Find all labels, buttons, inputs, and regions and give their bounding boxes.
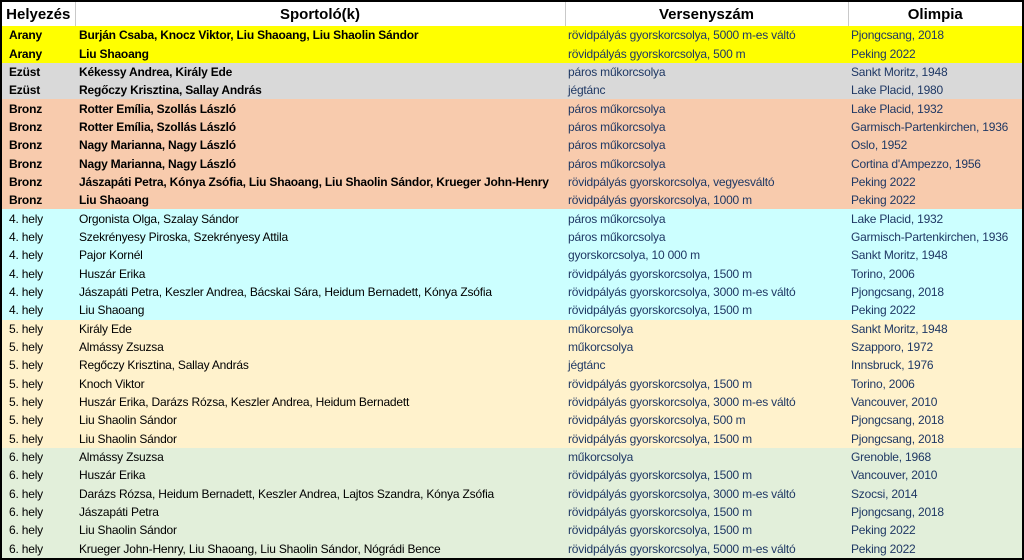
athletes-cell[interactable]: Orgonista Olga, Szalay Sándor [79, 211, 239, 226]
table-row [2, 356, 1022, 374]
placement-cell[interactable]: 4. hely [9, 303, 43, 318]
placement-cell[interactable]: 4. hely [9, 248, 43, 263]
table-row [2, 411, 1022, 429]
table-row [2, 118, 1022, 136]
athletes-cell[interactable]: Rotter Emília, Szollás László [79, 119, 236, 134]
placement-cell[interactable]: 6. hely [9, 523, 43, 538]
placement-cell[interactable]: Bronz [9, 156, 42, 171]
olympics-cell[interactable]: Pjongcsang, 2018 [851, 431, 944, 446]
event-cell[interactable]: rövidpályás gyorskorcsolya, 1500 m [568, 431, 752, 446]
placement-cell[interactable]: 4. hely [9, 284, 43, 299]
table-row [2, 246, 1022, 264]
athletes-cell[interactable]: Rotter Emília, Szollás László [79, 101, 236, 116]
olympics-cell[interactable]: Peking 2022 [851, 523, 916, 538]
olympics-cell[interactable]: Garmisch-Partenkirchen, 1936 [851, 119, 1009, 134]
athletes-cell[interactable]: Krueger John-Henry, Liu Shaoang, Liu Shaolin Sándor, Nógrádi Bence [79, 541, 441, 556]
olympics-cell[interactable]: Pjongcsang, 2018 [851, 284, 944, 299]
placement-cell[interactable]: Bronz [9, 193, 42, 208]
event-cell[interactable]: rövidpályás gyorskorcsolya, 500 m [568, 46, 746, 61]
athletes-cell[interactable]: Liu Shaoang [79, 46, 149, 61]
event-cell[interactable]: páros műkorcsolya [568, 211, 666, 226]
placement-cell[interactable]: 4. hely [9, 211, 43, 226]
table-row [2, 63, 1022, 81]
event-cell[interactable]: páros műkorcsolya [568, 156, 666, 171]
event-cell[interactable]: műkorcsolya [568, 340, 634, 355]
table-row [2, 44, 1022, 62]
placement-cell[interactable]: Bronz [9, 174, 42, 189]
athletes-cell[interactable]: Liu Shaolin Sándor [79, 523, 177, 538]
placement-cell[interactable]: 5. hely [9, 358, 43, 373]
event-cell[interactable]: rövidpályás gyorskorcsolya, 3000 m-es váltó [568, 284, 796, 299]
event-cell[interactable]: rövidpályás gyorskorcsolya, 1500 m [568, 468, 752, 483]
olympics-cell[interactable]: Pjongcsang, 2018 [851, 413, 944, 428]
olympics-cell[interactable]: Sankt Moritz, 1948 [851, 64, 948, 79]
placement-cell[interactable]: 5. hely [9, 413, 43, 428]
event-cell[interactable]: műkorcsolya [568, 321, 634, 336]
table-row [2, 485, 1022, 503]
placement-cell[interactable]: Bronz [9, 138, 42, 153]
athletes-cell[interactable]: Jászapáti Petra [79, 505, 159, 520]
event-cell[interactable]: rövidpályás gyorskorcsolya, vegyesváltó [568, 174, 775, 189]
athletes-cell[interactable]: Liu Shaoang [79, 193, 149, 208]
event-cell[interactable]: rövidpályás gyorskorcsolya, 5000 m-es váltó [568, 28, 796, 43]
placement-cell[interactable]: Arany [9, 46, 43, 61]
athletes-cell[interactable]: Regőczy Krisztina, Sallay András [79, 358, 249, 373]
placement-cell[interactable]: 5. hely [9, 376, 43, 391]
column-header-olympics[interactable]: Olimpia [848, 2, 1022, 26]
olympics-cell[interactable]: Innsbruck, 1976 [851, 358, 934, 373]
olympics-cell[interactable]: Peking 2022 [851, 174, 916, 189]
event-cell[interactable]: gyorskorcsolya, 10 000 m [568, 248, 700, 263]
header-row [2, 2, 1022, 26]
event-cell[interactable]: rövidpályás gyorskorcsolya, 1000 m [568, 193, 752, 208]
event-cell[interactable]: rövidpályás gyorskorcsolya, 1500 m [568, 376, 752, 391]
olympics-cell[interactable]: Peking 2022 [851, 193, 916, 208]
event-cell[interactable]: rövidpályás gyorskorcsolya, 1500 m [568, 505, 752, 520]
placement-cell[interactable]: 5. hely [9, 321, 43, 336]
olympics-cell[interactable]: Garmisch-Partenkirchen, 1936 [851, 229, 1009, 244]
table-row [2, 301, 1022, 319]
event-cell[interactable]: páros műkorcsolya [568, 229, 666, 244]
table-row [2, 540, 1022, 558]
olympics-cell[interactable]: Vancouver, 2010 [851, 395, 938, 410]
olympics-cell[interactable]: Torino, 2006 [851, 376, 915, 391]
table-row [2, 173, 1022, 191]
athletes-cell[interactable]: Jászapáti Petra, Kónya Zsófia, Liu Shaoang, Liu Shaolin Sándor, Krueger John-Henry [79, 174, 549, 189]
placement-cell[interactable]: 6. hely [9, 541, 43, 556]
event-cell[interactable]: páros műkorcsolya [568, 101, 666, 116]
olympics-cell[interactable]: Vancouver, 2010 [851, 468, 938, 483]
table-row [2, 264, 1022, 282]
event-cell[interactable]: rövidpályás gyorskorcsolya, 1500 m [568, 266, 752, 281]
athletes-cell[interactable]: Nagy Marianna, Nagy László [79, 138, 236, 153]
event-cell[interactable]: rövidpályás gyorskorcsolya, 500 m [568, 413, 746, 428]
olympics-cell[interactable]: Lake Placid, 1932 [851, 211, 944, 226]
athletes-cell[interactable]: Nagy Marianna, Nagy László [79, 156, 236, 171]
event-cell[interactable]: műkorcsolya [568, 450, 634, 465]
placement-cell[interactable]: 4. hely [9, 229, 43, 244]
table-row [2, 503, 1022, 521]
athletes-cell[interactable]: Almássy Zsuzsa [79, 340, 164, 355]
table-row [2, 393, 1022, 411]
placement-cell[interactable]: Arany [9, 28, 43, 43]
olympics-cell[interactable]: Torino, 2006 [851, 266, 915, 281]
athletes-cell[interactable]: Jászapáti Petra, Keszler Andrea, Bácskai Sára, Heidum Bernadett, Kónya Zsófia [79, 284, 492, 299]
medal-table [2, 2, 1022, 558]
placement-cell[interactable]: Bronz [9, 101, 42, 116]
table-row [2, 26, 1022, 44]
athletes-cell[interactable]: Szekrényesy Piroska, Szekrényesy Attila [79, 229, 288, 244]
event-cell[interactable]: rövidpályás gyorskorcsolya, 1500 m [568, 523, 752, 538]
event-cell[interactable]: rövidpályás gyorskorcsolya, 3000 m-es váltó [568, 486, 796, 501]
placement-cell[interactable]: 6. hely [9, 505, 43, 520]
placement-cell[interactable]: 4. hely [9, 266, 43, 281]
athletes-cell[interactable]: Burján Csaba, Knocz Viktor, Liu Shaoang, Liu Shaolin Sándor [79, 28, 419, 43]
table-row [2, 228, 1022, 246]
olympics-cell[interactable]: Oslo, 1952 [851, 138, 908, 153]
placement-cell[interactable]: Ezüst [9, 83, 41, 98]
olympics-cell[interactable]: Szocsi, 2014 [851, 486, 918, 501]
athletes-cell[interactable]: Huszár Erika [79, 266, 146, 281]
event-cell[interactable]: rövidpályás gyorskorcsolya, 5000 m-es váltó [568, 541, 796, 556]
placement-cell[interactable]: 6. hely [9, 468, 43, 483]
event-cell[interactable]: páros műkorcsolya [568, 138, 666, 153]
results-table-body [2, 26, 1022, 558]
olympics-cell[interactable]: Lake Placid, 1932 [851, 101, 944, 116]
athletes-cell[interactable]: Liu Shaolin Sándor [79, 431, 177, 446]
athletes-cell[interactable]: Darázs Rózsa, Heidum Bernadett, Keszler Andrea, Lajtos Szandra, Kónya Zsófia [79, 486, 495, 501]
event-cell[interactable]: páros műkorcsolya [568, 64, 666, 79]
table-row [2, 521, 1022, 539]
olympics-cell[interactable]: Grenoble, 1968 [851, 450, 931, 465]
placement-cell[interactable]: 5. hely [9, 340, 43, 355]
athletes-cell[interactable]: Pajor Kornél [79, 248, 143, 263]
event-cell[interactable]: jégtánc [568, 358, 606, 373]
placement-cell[interactable]: 6. hely [9, 486, 43, 501]
olympics-cell[interactable]: Peking 2022 [851, 303, 916, 318]
table-row [2, 154, 1022, 172]
olympics-cell[interactable]: Pjongcsang, 2018 [851, 505, 944, 520]
athletes-cell[interactable]: Regőczy Krisztina, Sallay András [79, 83, 262, 98]
table-row [2, 448, 1022, 466]
olympics-cell[interactable]: Peking 2022 [851, 46, 916, 61]
table-row [2, 466, 1022, 484]
olympics-cell[interactable]: Cortina d'Ampezzo, 1956 [851, 156, 981, 171]
event-cell[interactable]: páros műkorcsolya [568, 119, 666, 134]
table-row [2, 136, 1022, 154]
athletes-cell[interactable]: Király Ede [79, 321, 132, 336]
athletes-cell[interactable]: Kékessy Andrea, Király Ede [79, 64, 233, 79]
placement-cell[interactable]: 5. hely [9, 395, 43, 410]
table-row [2, 191, 1022, 209]
olympics-cell[interactable]: Sankt Moritz, 1948 [851, 321, 948, 336]
placement-cell[interactable]: Ezüst [9, 64, 41, 79]
olympics-cell[interactable]: Sankt Moritz, 1948 [851, 248, 948, 263]
event-cell[interactable]: jégtánc [568, 83, 606, 98]
athletes-cell[interactable]: Huszár Erika, Darázs Rózsa, Keszler Andrea, Heidum Bernadett [79, 395, 410, 410]
athletes-cell[interactable]: Knoch Viktor [79, 376, 145, 391]
olympics-cell[interactable]: Szapporo, 1972 [851, 340, 933, 355]
table-row [2, 338, 1022, 356]
table-row [2, 375, 1022, 393]
table-row [2, 99, 1022, 117]
table-row [2, 320, 1022, 338]
placement-cell[interactable]: Bronz [9, 119, 42, 134]
olympics-cell[interactable]: Lake Placid, 1980 [851, 83, 944, 98]
athletes-cell[interactable]: Liu Shaoang [79, 303, 145, 318]
event-cell[interactable]: rövidpályás gyorskorcsolya, 1500 m [568, 303, 752, 318]
table-row [2, 430, 1022, 448]
athletes-cell[interactable]: Almássy Zsuzsa [79, 450, 164, 465]
event-cell[interactable]: rövidpályás gyorskorcsolya, 3000 m-es váltó [568, 395, 796, 410]
olympics-cell[interactable]: Peking 2022 [851, 541, 916, 556]
column-header-athletes[interactable]: Sportoló(k) [75, 2, 565, 26]
olympics-cell[interactable]: Pjongcsang, 2018 [851, 28, 944, 43]
table-row [2, 209, 1022, 227]
athletes-cell[interactable]: Liu Shaolin Sándor [79, 413, 177, 428]
table-row [2, 283, 1022, 301]
athletes-cell[interactable]: Huszár Erika [79, 468, 146, 483]
column-header-event[interactable]: Versenyszám [565, 2, 848, 26]
table-row [2, 81, 1022, 99]
column-header-placement[interactable]: Helyezés [2, 2, 75, 26]
placement-cell[interactable]: 6. hely [9, 450, 43, 465]
placement-cell[interactable]: 5. hely [9, 431, 43, 446]
